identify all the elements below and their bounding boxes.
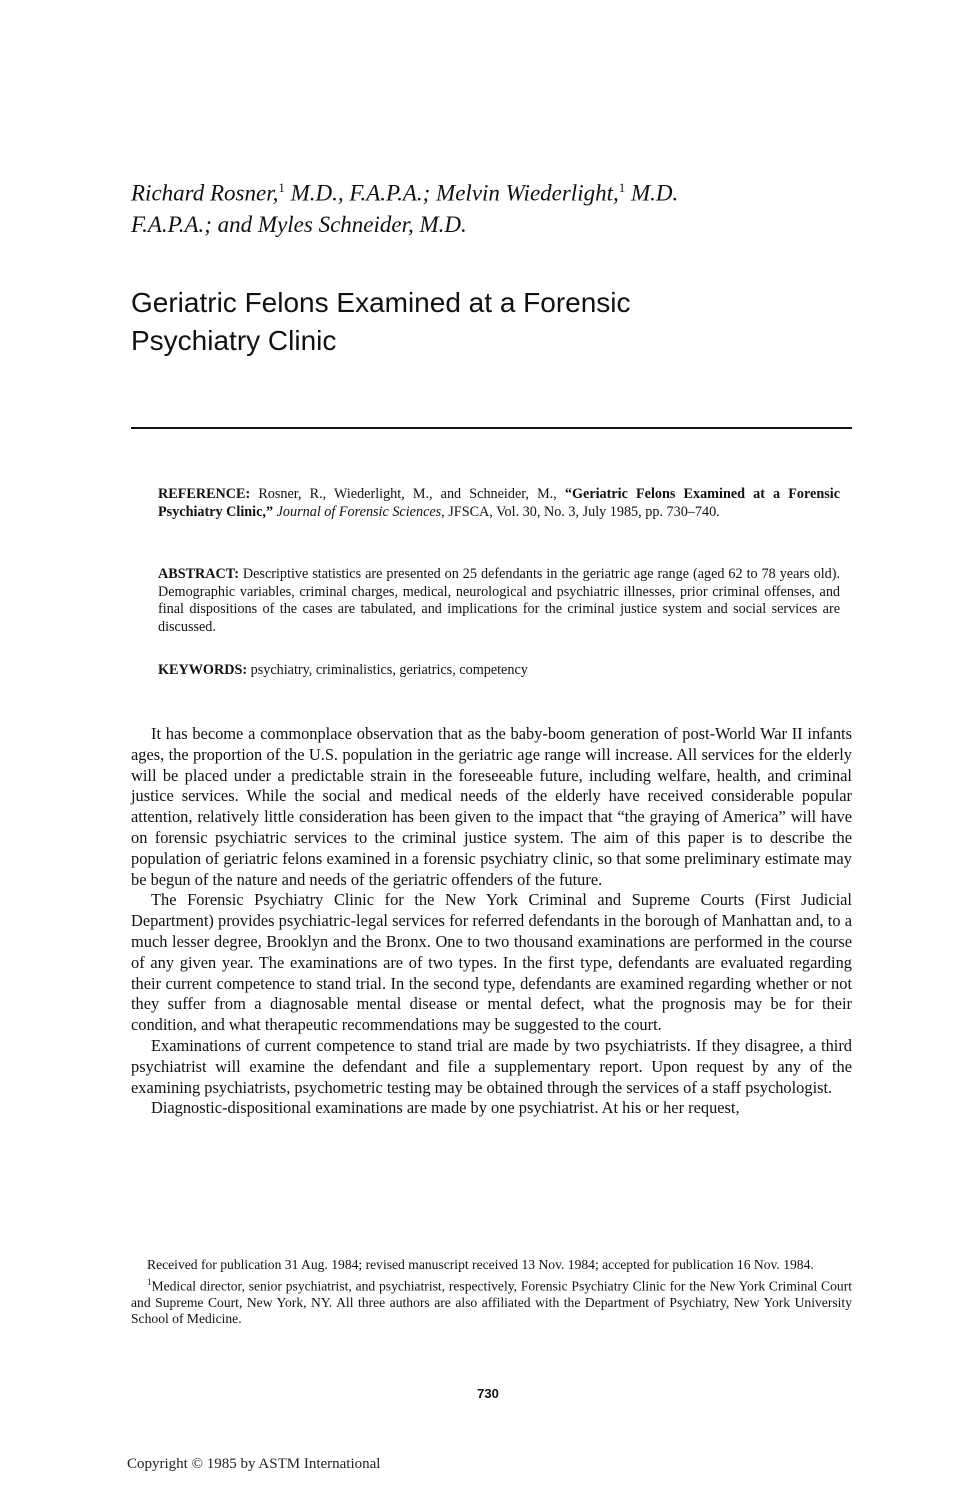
affiliation-marker: 1 bbox=[618, 180, 626, 195]
reference-citation: JFSCA, Vol. 30, No. 3, July 1985, pp. 730–740. bbox=[444, 503, 720, 520]
reference-block bbox=[158, 486, 840, 521]
footnote-text: Medical director, senior psychiatrist, and psychiatrist, respectively, Forensic Psychiatry Clinic for the New York Criminal Court and Supreme Court, New York, NY. All three authors are also affiliated with the Department of Psychiatry, New York University School of Medicine. bbox=[131, 1278, 852, 1327]
body-paragraph: Diagnostic-dispositional examinations are made by one psychiatrist. At his or her request, bbox=[151, 1098, 740, 1118]
abstract-block bbox=[158, 566, 840, 636]
author-list bbox=[131, 172, 831, 240]
keywords-label: KEYWORDS: bbox=[158, 662, 248, 678]
title-line-2: Psychiatry Clinic bbox=[131, 325, 337, 356]
reference-authors: Rosner, R., Wiederlight, M., and Schneider, M., bbox=[250, 486, 565, 502]
received-note: Received for publication 31 Aug. 1984; revised manuscript received 13 Nov. 1984; accepted for publication 16 Nov. 1984. bbox=[147, 1257, 814, 1272]
author-degrees: M.D., F.A.P.A.; Melvin Wiederlight, bbox=[284, 180, 619, 206]
keywords-text: psychiatry, criminalistics, geriatrics, competency bbox=[247, 662, 528, 678]
abstract-label: ABSTRACT: bbox=[158, 566, 239, 582]
keywords-block bbox=[158, 662, 840, 680]
article-title bbox=[131, 284, 851, 360]
reference-journal: Journal of Forensic Sciences, bbox=[273, 503, 445, 520]
author-line-1 bbox=[131, 172, 831, 209]
author-degrees: M.D. bbox=[625, 180, 679, 206]
title-line-1: Geriatric Felons Examined at a Forensic bbox=[131, 287, 631, 318]
footnotes bbox=[131, 1257, 852, 1328]
abstract-text: Descriptive statistics are presented on 25 defendants in the geriatric age range (aged 62 to 78 years old). Demographic variables, criminal charges, medical, neurological and psychiatric illnesses, prior criminal offenses, and final dispositions of the cases are tabulated, and implications for the criminal justice system and social services are discussed. bbox=[158, 566, 840, 635]
page-number: 730 bbox=[477, 1386, 499, 1401]
title-divider bbox=[131, 427, 852, 429]
footnote-marker: 1 bbox=[147, 1276, 152, 1287]
affiliation-marker: 1 bbox=[278, 180, 285, 195]
body-paragraph: It has become a commonplace observation that as the baby-boom generation of post-World War II infants ages, the proportion of the U.S. population in the geriatric age range will increase. All services for the elderly will be placed under a predictable strain in the foreseeable future, including welfare, health, and criminal justice services. While the social and medical needs of the elderly have received considerable popular attention, relatively little consideration has been given to the impact that “the graying of America” will have on forensic psychiatric services to the criminal justice system. The aim of this paper is to describe the population of geriatric felons examined in a forensic psychiatry clinic, so that some preliminary estimate may be begun of the nature and needs of the geriatric offenders of the future. bbox=[131, 724, 852, 889]
footnote-1 bbox=[131, 1274, 852, 1328]
reference-article-title: “Geriatric Felons Examined at a Forensic Psychiatry Clinic,” bbox=[158, 486, 840, 520]
article-body bbox=[131, 724, 852, 1119]
body-paragraph: Examinations of current competence to stand trial are made by two psychiatrists. If they disagree, a third psychiatrist will examine the defendant and file a supplementary report. Upon request by any of the examining psychiatrists, psychometric testing may be obtained through the services of a staff psychologist. bbox=[131, 1035, 852, 1097]
author-line-2: F.A.P.A.; and Myles Schneider, M.D. bbox=[131, 211, 467, 237]
body-paragraph: The Forensic Psychiatry Clinic for the New York Criminal and Supreme Courts (First Judicial Department) provides psychiatric-legal services for referred defendants in the borough of Manhattan and, to a much lesser degree, Brooklyn and the Bronx. One to two thousand examinations are performed in the course of any given year. The examinations are of two types. In the first type, defendants are evaluated regarding their current competence to stand trial. In the second type, defendants are examined regarding whether or not they suffer from a diagnosable mental disease or mental defect, what the prognosis may be for their condition, and what therapeutic recommendations may be suggested to the court. bbox=[131, 890, 852, 1035]
author-rosner: Richard Rosner, bbox=[131, 180, 279, 206]
copyright-notice: Copyright © 1985 by ASTM International bbox=[127, 1456, 381, 1472]
reference-label: REFERENCE: bbox=[158, 486, 251, 502]
